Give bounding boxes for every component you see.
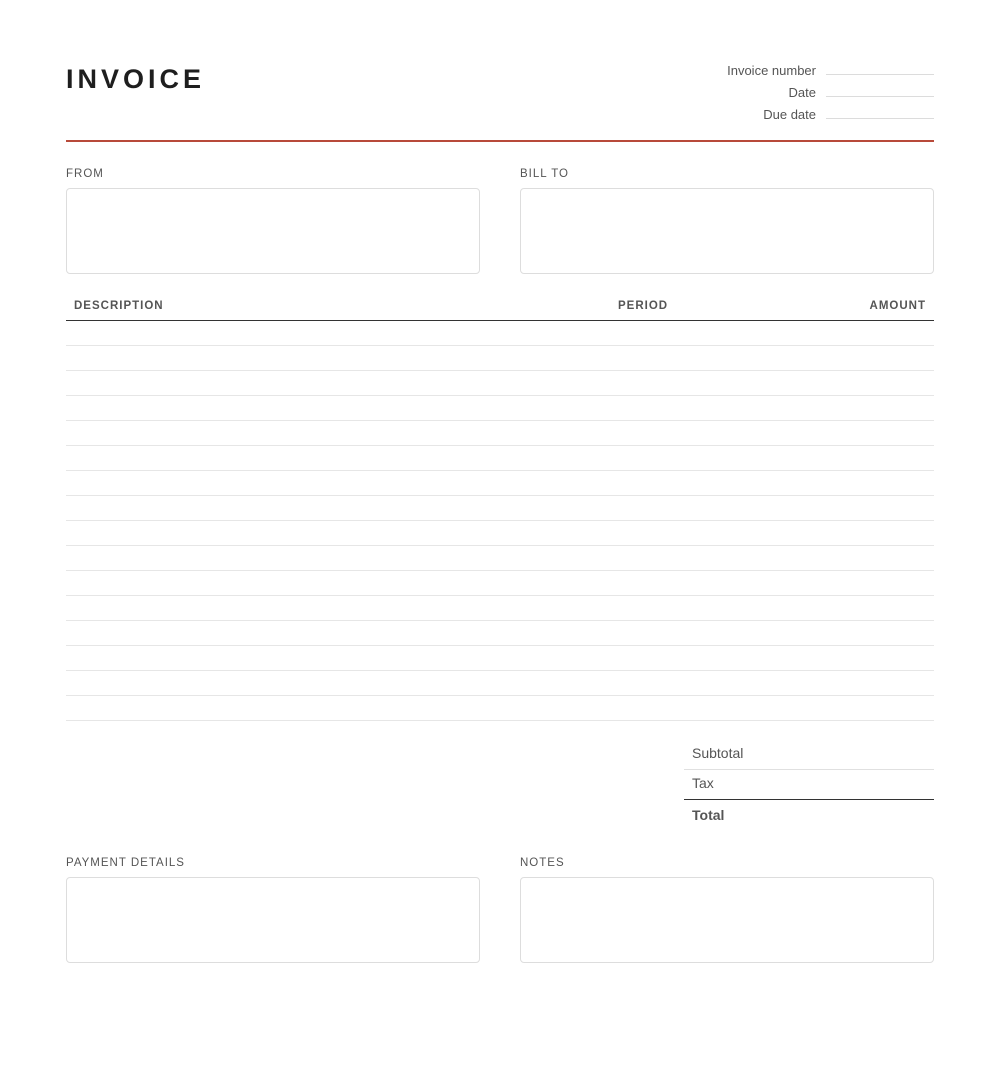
date-row	[634, 82, 934, 104]
invoice-number-row	[634, 60, 934, 82]
total-label: Total	[692, 807, 725, 823]
header-divider	[66, 140, 934, 142]
table-row[interactable]	[66, 371, 934, 396]
table-row[interactable]	[66, 621, 934, 646]
table-row[interactable]	[66, 571, 934, 596]
due-date-field[interactable]	[826, 118, 934, 119]
subtotal-row	[684, 740, 934, 770]
table-row[interactable]	[66, 646, 934, 671]
date-field[interactable]	[826, 96, 934, 97]
table-row[interactable]	[66, 696, 934, 721]
due-date-row	[634, 104, 934, 126]
tax-row	[684, 770, 934, 800]
table-row[interactable]	[66, 321, 934, 346]
notes-field[interactable]	[520, 877, 934, 963]
table-row[interactable]	[66, 396, 934, 421]
line-items-header	[66, 296, 934, 321]
due-date-label: Due date	[763, 107, 816, 122]
table-row[interactable]	[66, 471, 934, 496]
from-field[interactable]	[66, 188, 480, 274]
table-row[interactable]	[66, 546, 934, 571]
notes-label: NOTES	[520, 857, 565, 869]
invoice-number-field[interactable]	[826, 74, 934, 75]
invoice-number-label: Invoice number	[727, 63, 816, 78]
totals-block	[684, 740, 934, 829]
subtotal-label: Subtotal	[692, 745, 744, 761]
column-period: PERIOD	[618, 300, 669, 312]
date-label: Date	[788, 85, 816, 100]
bill-to-label: BILL TO	[520, 168, 569, 180]
table-row[interactable]	[66, 421, 934, 446]
table-row[interactable]	[66, 446, 934, 471]
invoice-title: INVOICE	[66, 64, 206, 94]
tax-label: Tax	[692, 775, 714, 791]
payment-details-field[interactable]	[66, 877, 480, 963]
table-row[interactable]	[66, 596, 934, 621]
column-amount: AMOUNT	[869, 300, 926, 312]
column-description: DESCRIPTION	[74, 300, 164, 312]
line-items	[66, 321, 934, 721]
from-label: FROM	[66, 168, 104, 180]
table-row[interactable]	[66, 521, 934, 546]
payment-details-label: PAYMENT DETAILS	[66, 857, 185, 869]
bill-to-field[interactable]	[520, 188, 934, 274]
table-row[interactable]	[66, 496, 934, 521]
total-row	[684, 800, 934, 829]
invoice-meta	[634, 60, 934, 126]
table-row[interactable]	[66, 671, 934, 696]
invoice-page	[66, 0, 934, 1090]
table-row[interactable]	[66, 346, 934, 371]
